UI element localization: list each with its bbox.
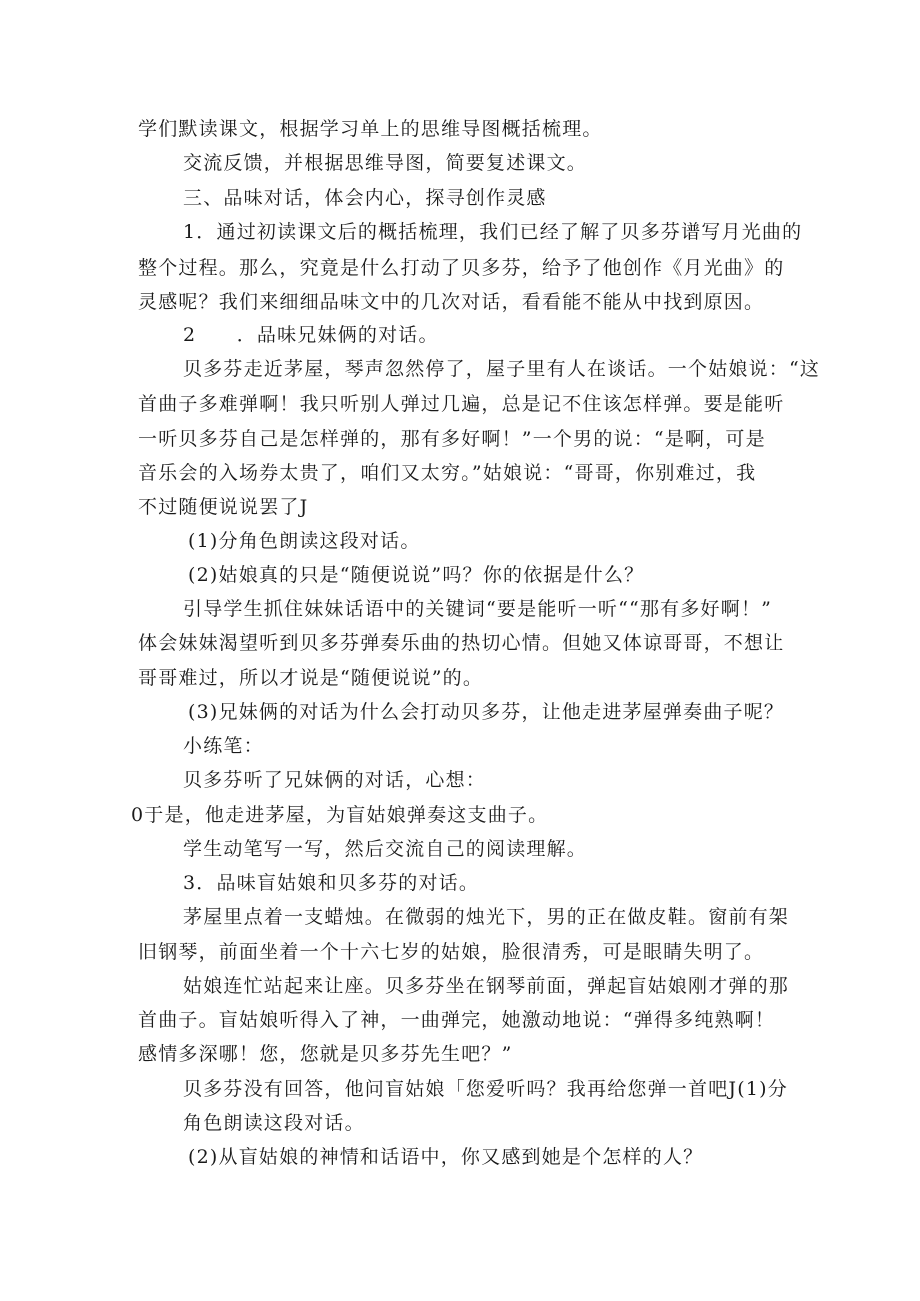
question-item: (1)分角色朗读这段对话。: [188, 530, 421, 552]
text-line: 角色朗读这段对话。: [183, 1112, 365, 1134]
quote-line: 茅屋里点着一支蜡烛。在微弱的烛光下，男的正在做皮鞋。窗前有架: [183, 906, 790, 928]
quote-line: 贝多芬走近茅屋，琴声忽然停了，屋子里有人在谈话。一个姑娘说：“这: [183, 358, 821, 380]
quote-line: 旧钢琴，前面坐着一个十六七岁的姑娘，脸很清秀，可是眼睛失明了。: [138, 941, 765, 963]
quote-line: 姑娘连忙站起来让座。贝多芬坐在钢琴前面，弹起盲姑娘刚才弹的那: [183, 975, 790, 997]
quote-line: 感情多深哪！您，您就是贝多芬先生吧？”: [138, 1043, 513, 1065]
text-line: 学们默读课文，根据学习单上的思维导图概括梳理。: [138, 118, 603, 140]
text-line: 0于是，他走进茅屋，为盲姑娘弹奏这支曲子。: [131, 804, 549, 826]
quote-line: 首曲子。盲姑娘听得入了神，一曲弹完，她激动地说：“弹得多纯熟啊！: [138, 1009, 776, 1031]
text-line: 引导学生抓住妹妹话语中的关键词“要是能听一听““那有多好啊！”: [183, 598, 773, 620]
quote-line: 音乐会的入场券太贵了，咱们又太穷。”姑娘说：“哥哥，你别难过，我: [138, 462, 757, 484]
quote-line: 不过随便说说罢了J: [138, 496, 309, 518]
text-line: 1．通过初读课文后的概括梳理，我们已经了解了贝多芬谱写月光曲的: [183, 221, 803, 243]
text-line: 整个过程。那么，究竟是什么打动了贝多芬，给予了他创作《月光曲》的: [138, 257, 785, 279]
subsection-heading: 3．品味盲姑娘和贝多芬的对话。: [183, 872, 480, 894]
text-line: 哥哥难过，所以才说是“随便说说”的。: [138, 667, 484, 689]
question-item: (2)从盲姑娘的神情和话语中，你又感到她是个怎样的人？: [188, 1146, 704, 1168]
quote-line: 首曲子多难弹啊！我只听别人弹过几遍，总是记不住该怎样弹。要是能听: [138, 393, 785, 415]
text-line: 交流反馈，并根据思维导图，简要复述课文。: [183, 152, 588, 174]
question-item: (3)兄妹俩的对话为什么会打动贝多芬，让他走进茅屋弹奏曲子呢？: [188, 701, 785, 723]
quote-line: 一听贝多芬自己是怎样弹的，那有多好啊！”一个男的说：“是啊，可是: [138, 428, 766, 450]
text-line: 体会妹妹渴望听到贝多芬弹奏乐曲的热切心情。但她又体谅哥哥，不想让: [138, 632, 785, 654]
section-heading: 三、品味对话，体会内心，探寻创作灵感: [183, 187, 547, 209]
text-line: 贝多芬听了兄妹俩的对话，心想：: [183, 769, 487, 791]
subsection-heading: 2 ．品味兄妹俩的对话。: [183, 324, 439, 346]
quote-line: 贝多芬没有回答，他问盲姑娘「您爱听吗？我再给您弹一首吧J(1)分: [183, 1078, 788, 1100]
text-line: 灵感呢？我们来细细品味文中的几次对话，看看能不能从中找到原因。: [138, 291, 765, 313]
text-line: 学生动笔写一写，然后交流自己的阅读理解。: [183, 838, 588, 860]
question-item: (2)姑娘真的只是“随便说说”吗？你的依据是什么？: [188, 564, 645, 586]
text-line: 小练笔：: [183, 735, 264, 757]
